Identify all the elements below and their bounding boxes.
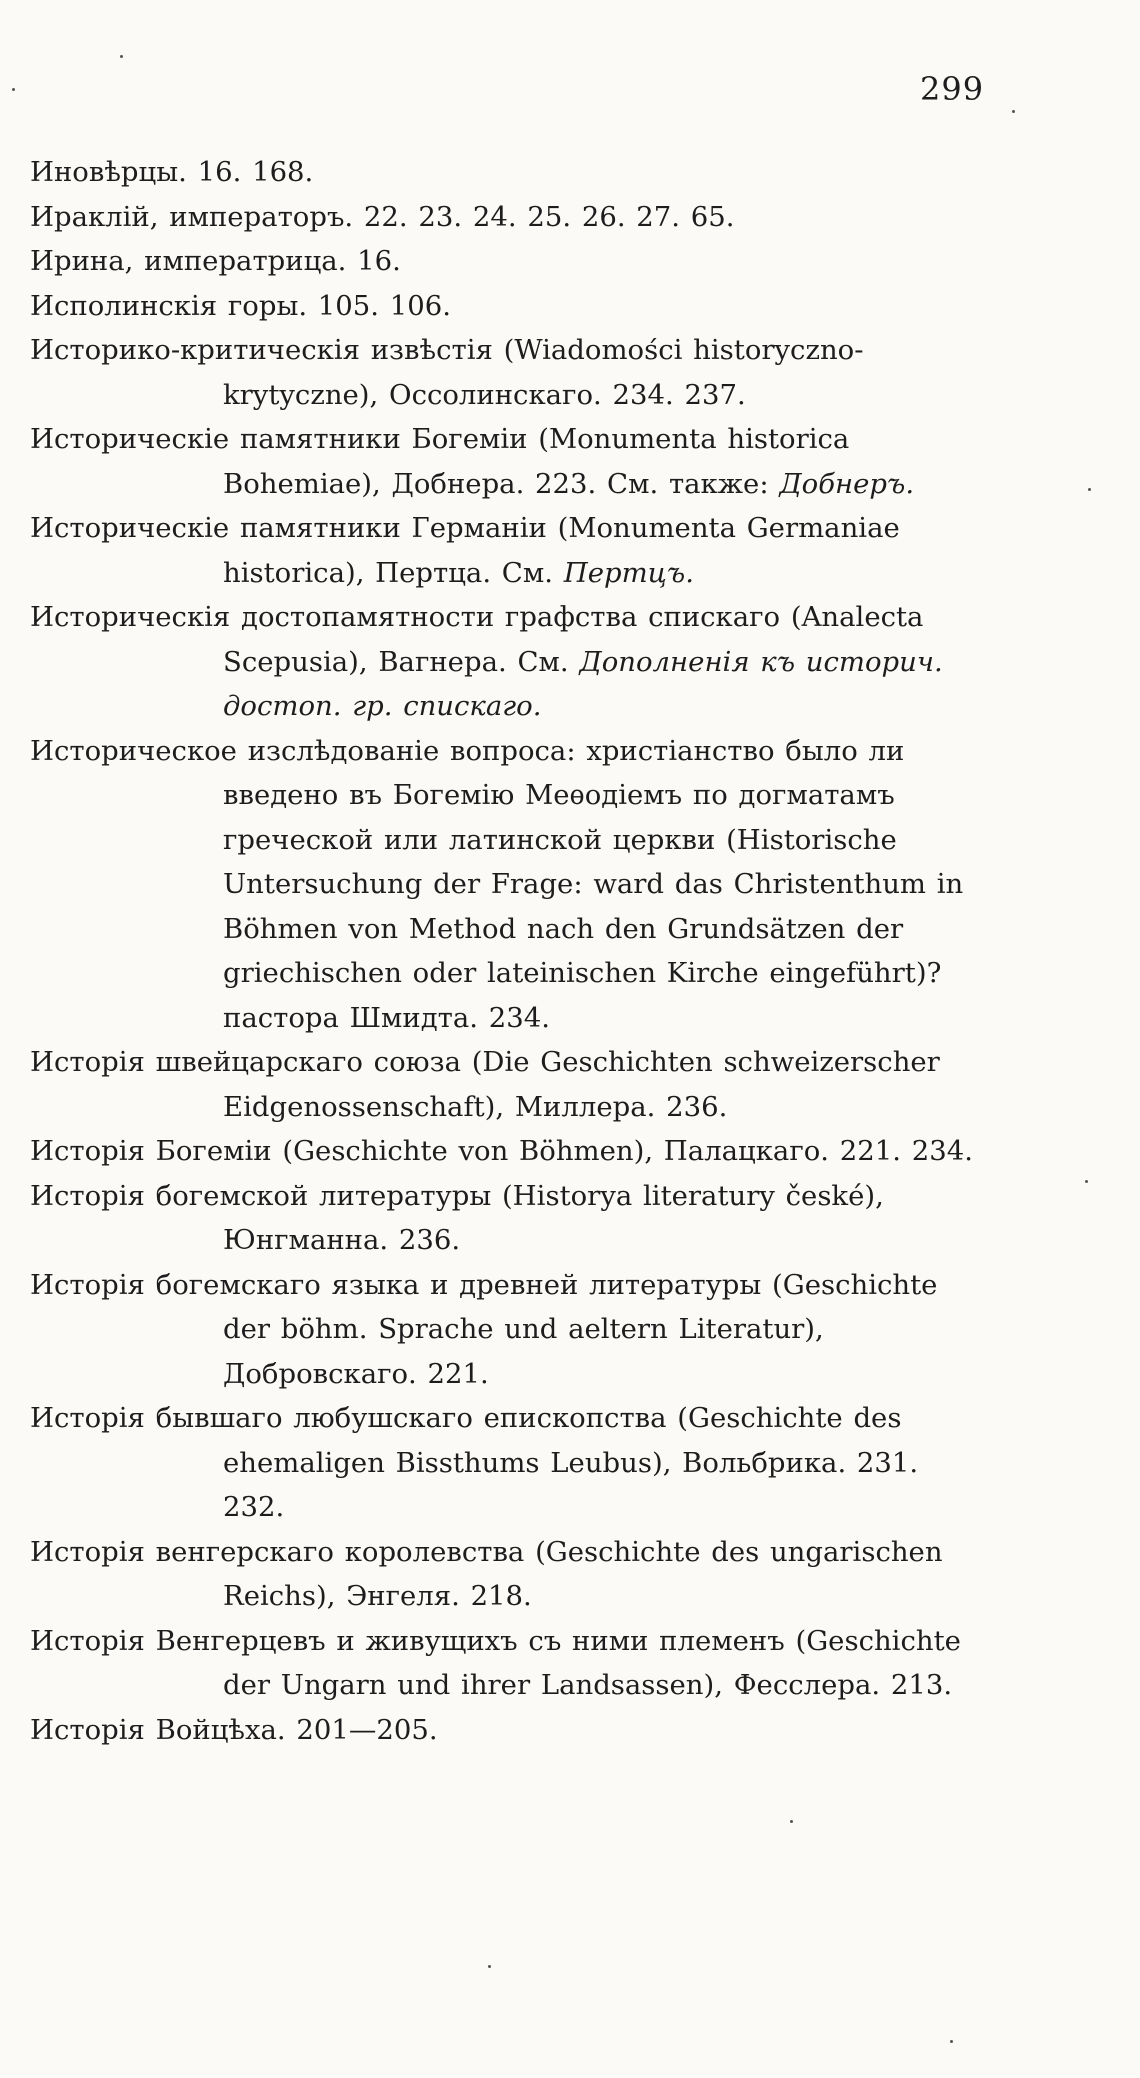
index-entry: Историко-критическія извѣстія (Wiadomości historyczno-krytyczne), Оссолинскаго. 234. 237. (30, 334, 864, 411)
index-entry: Исполинскія горы. 105. 106. (30, 289, 452, 322)
cross-reference: Дополненія къ историч. достоп. гр. спискаго. (223, 645, 943, 722)
scan-speck (12, 88, 15, 91)
scan-speck (120, 55, 123, 58)
index-entry: Исторія Войцѣха. 201—205. (30, 1713, 438, 1746)
index-entry: Ираклій, императоръ. 22. 23. 24. 25. 26. 27. 65. (30, 200, 735, 233)
index-entry: Исторія венгерскаго королевства (Geschichte des ungarischen Reichs), Энгеля. 218. (30, 1535, 943, 1612)
index-list (30, 150, 990, 1752)
index-entry: Историческія достопамятности графства спискаго (Analecta Scepusia), Вагнера. См. Дополненія къ историч. достоп. гр. спискаго. (30, 601, 943, 722)
scan-speck (1088, 488, 1091, 491)
scan-speck (950, 2040, 953, 2043)
scan-speck (488, 1965, 491, 1968)
index-entry: Историческіе памятники Богеміи (Monumenta historica Bohemiae), Добнера. 223. См. также: Добнеръ. (30, 423, 915, 500)
index-entry: Историческое изслѣдованіе вопроса: христіанство было ли введено въ Богемію Меѳодіемъ по догматамъ греческой или латинской церкви (Historische Untersuchung der Frage: ward das Christenthum in Böhmen von Method nach den Grundsätzen der griechischen oder lateinischen Kirche eingeführt)? пастора Шмидта. 234. (30, 734, 964, 1034)
page-number: 299 (920, 70, 985, 108)
index-entry: Исторія богемской литературы (Historya literatury české), Юнгманна. 236. (30, 1179, 884, 1256)
index-entry: Историческіе памятники Германіи (Monumenta Germaniae historica), Пертца. См. Пертцъ. (30, 512, 900, 589)
index-entry: Ирина, императрица. 16. (30, 245, 401, 277)
cross-reference: Пертцъ. (563, 556, 694, 589)
cross-reference: Добнеръ. (779, 467, 915, 500)
scan-speck (1012, 110, 1015, 113)
index-entry: Исторія Венгерцевъ и живущихъ съ ними племенъ (Geschichte der Ungarn und ihrer Landsassen), Фесслера. 213. (30, 1624, 961, 1701)
index-entry: Исторія бывшаго любушскаго епископства (Geschichte des ehemaligen Bissthums Leubus), Вольбрика. 231. 232. (30, 1402, 919, 1523)
scan-speck (1085, 1180, 1088, 1183)
scan-speck (790, 1820, 793, 1823)
index-entry: Иновѣрцы. 16. 168. (30, 156, 314, 188)
index-entry: Исторія Богеміи (Geschichte von Böhmen), Палацкаго. 221. 234. (30, 1135, 973, 1167)
index-entry: Исторія богемскаго языка и древней литературы (Geschichte der böhm. Sprache und aeltern Literatur), Добровскаго. 221. (30, 1268, 938, 1390)
index-entry: Исторія швейцарскаго союза (Die Geschichten schweizerscher Eidgenossenschaft), Миллера. 236. (30, 1046, 940, 1123)
